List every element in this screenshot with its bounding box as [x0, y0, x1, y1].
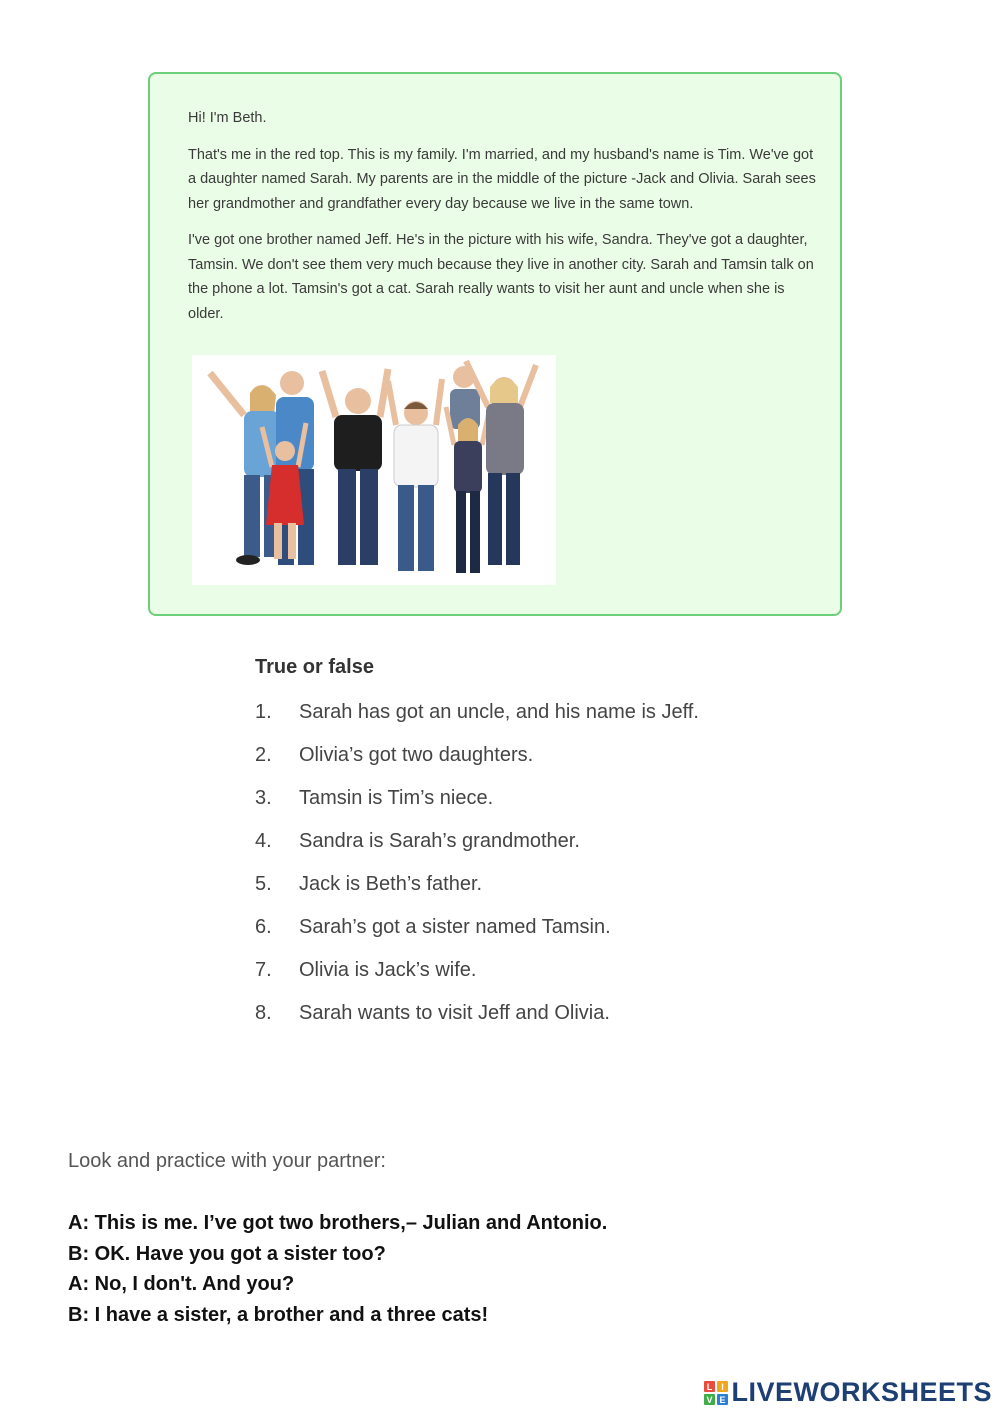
quiz-item — [255, 873, 815, 916]
reading-paragraph-2: I've got one brother named Jeff. He's in the picture with his wife, Sandra. They've got a daughter, Tamsin. We don't see them very much because they live in another city. Sarah and Tamsin talk on the phone a lot. Tamsin's got a cat. Sarah really wants to visit her aunt and uncle when she is older. — [188, 232, 814, 322]
quiz-item-number: 3. — [255, 787, 272, 809]
liveworksheets-logo — [704, 1377, 992, 1408]
quiz-item — [255, 787, 815, 830]
svg-text:I: I — [721, 1381, 725, 1392]
reading-text — [188, 106, 818, 338]
svg-text:E: E — [719, 1394, 726, 1405]
quiz-item-text: Jack is Beth’s father. — [299, 873, 483, 895]
reading-greeting: Hi! I'm Beth. — [188, 110, 267, 126]
quiz-item-text: Sarah has got an uncle, and his name is Jeff. — [299, 701, 699, 723]
quiz-item-number: 4. — [255, 830, 272, 852]
quiz-item-text: Sandra is Sarah’s grandmother. — [299, 830, 580, 852]
practice-dialogue — [68, 1208, 607, 1330]
quiz-item-number: 7. — [255, 959, 272, 981]
quiz-item-number: 6. — [255, 916, 272, 938]
quiz-item — [255, 1002, 815, 1045]
liveworksheets-logo-icon — [704, 1381, 728, 1405]
quiz-item-text: Sarah wants to visit Jeff and Olivia. — [299, 1002, 610, 1024]
dialogue-line: A: No, I don't. And you? — [68, 1273, 295, 1295]
reading-paragraph-1: That's me in the red top. This is my family. I'm married, and my husband's name is Tim. We've got a daughter named Sarah. My parents are in the middle of the picture -Jack and Olivia. Sarah sees her grandmother and grandfather every day because we live in the same town. — [188, 146, 816, 212]
family-photo — [192, 355, 556, 585]
quiz-item — [255, 916, 815, 959]
quiz-item-number: 1. — [255, 701, 272, 723]
reading-box — [148, 72, 842, 616]
dialogue-line: A: This is me. I’ve got two brothers,– Julian and Antonio. — [68, 1212, 608, 1234]
quiz-item — [255, 744, 815, 787]
quiz-title: True or false — [255, 656, 374, 678]
quiz-item-text: Tamsin is Tim’s niece. — [299, 787, 494, 809]
quiz-item-number: 5. — [255, 873, 272, 895]
true-false-section — [255, 656, 815, 1045]
quiz-item — [255, 830, 815, 873]
quiz-list — [255, 701, 815, 1045]
svg-text:V: V — [706, 1394, 713, 1405]
dialogue-line: B: OK. Have you got a sister too? — [68, 1242, 386, 1265]
quiz-item-text: Olivia’s got two daughters. — [299, 744, 534, 766]
liveworksheets-wordmark: LIVEWORKSHEETS — [731, 1377, 992, 1407]
dialogue-line: B: I have a sister, a brother and a three cats! — [68, 1303, 489, 1326]
quiz-item-number: 2. — [255, 744, 272, 766]
quiz-item-text: Olivia is Jack’s wife. — [299, 959, 477, 981]
svg-text:L: L — [707, 1381, 713, 1392]
quiz-item-text: Sarah’s got a sister named Tamsin. — [299, 916, 611, 938]
quiz-item-number: 8. — [255, 1002, 272, 1024]
quiz-item — [255, 701, 815, 744]
quiz-item — [255, 959, 815, 1002]
practice-intro: Look and practice with your partner: — [68, 1150, 386, 1172]
